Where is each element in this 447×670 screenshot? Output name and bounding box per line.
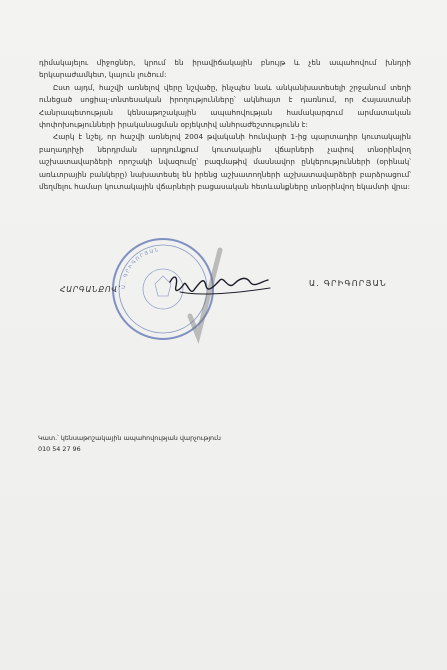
- footer-phone: 010 54 27 96: [38, 445, 81, 453]
- signature-label: ՀԱՐԳԱՆՔՈՎ՝: [60, 285, 121, 294]
- paragraph-3: Հարկ է նշել, որ հաշվի առնելով 2004 թվականի հունվարի 1-ից պարտադիր կուտակային բաղադրիչի ներդրման արդյունքում կուտակային վճարների չափով տնօրինվող աշխատավարձերի որոշակի նվազումը՝ բազմաթիվ մասնավոր ընկերությունների (օրինակ՝ առևտրային բանկերը) նախատեսել են իրենց աշխատողների աշխատավարձերի բարձրացում՝ մեղմելու համար կուտակային վճարների բացասական հետևանքները տնօրինվող եկամտի վրա:: [39, 132, 411, 192]
- stamp-ring-text: Ա. ԳՐԻԳՈՐՅԱՆ: [120, 247, 161, 290]
- handwritten-signature: [160, 246, 280, 356]
- footer-contact-label: Կատ.՝ կենսաթոշակային ապահովության վարչություն: [38, 434, 221, 442]
- paragraph-1: դիմակայելու միջոցներ, կրում են իրավիճակային բնույթ և չեն ապահովում խնդրի երկարաժամկետ, կայուն լուծում:: [39, 58, 411, 80]
- signatory-name: Ա. ԳՐԻԳՈՐՅԱՆ: [309, 279, 387, 288]
- footer-contact: [38, 433, 221, 455]
- body-text: [39, 57, 411, 193]
- paragraph-2: Ըստ այդմ, հաշվի առնելով վերը նշվածը, ինչպես նաև անկանխատեսելի շրջանում տեղի ունեցած սոցիալ-տնտեսական իրողությունները՝ ակնհայտ է դառնում, որ Հայաստանի Հանրապետության կենսաթոշակային ապահովության համակարգում արմատական փոփոխությունների իրականացման օբյեկտիվ անհրաժեշտությունն է:: [39, 82, 411, 130]
